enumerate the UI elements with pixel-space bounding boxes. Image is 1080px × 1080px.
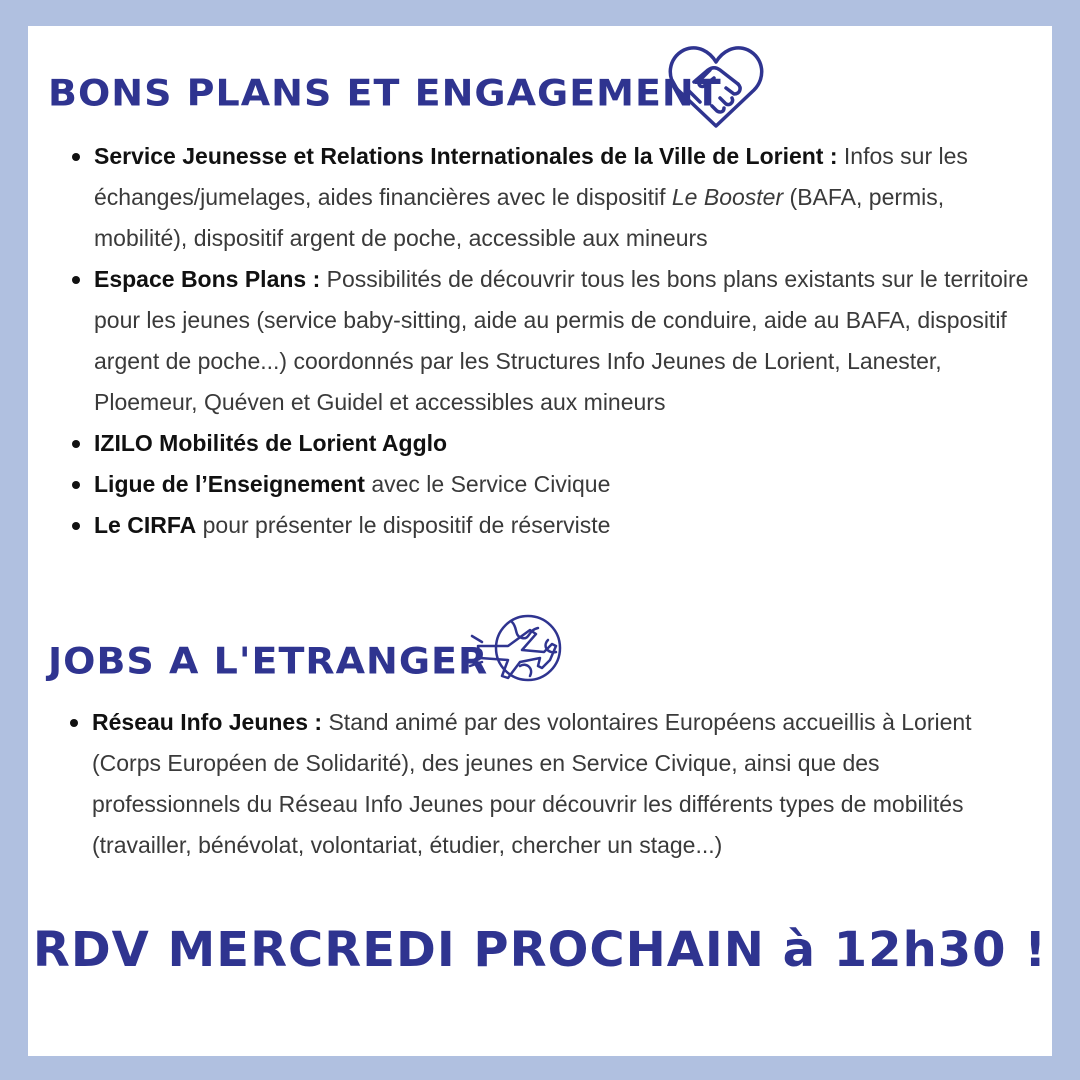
item-title: Le CIRFA [94,512,197,538]
item-title: Ligue de l’Enseignement [94,471,365,497]
item-text: Infos sur les échanges/jumelages, aides financières avec le dispositif [94,143,968,210]
flyer-card [28,26,1052,1056]
item-text: pour présenter le dispositif de réserviste [196,512,611,538]
item-title: Espace Bons Plans : [94,266,321,292]
item-title: IZILO Mobilités de Lorient Agglo [94,430,448,456]
item-title: Réseau Info Jeunes : [92,709,323,735]
item-text: avec le Service Civique [364,471,611,497]
jobs-etranger-list [92,702,1012,866]
event-call-to-action: RDV MERCREDI PROCHAIN à 12h30 ! [32,922,1048,978]
item-italic-text: Le Booster [671,184,784,210]
item-title: Service Jeunesse et Relations Internationales de la Ville de Lorient : [94,143,838,169]
list-item [94,464,1034,505]
section-title-bons-plans: BONS PLANS ET ENGAGEMENT [48,72,722,114]
section-title-jobs-etranger: JOBS A L'ETRANGER [48,640,489,682]
heart-handshake-icon [664,40,768,132]
item-text: (BAFA, permis, mobilité), dispositif argent de poche, accessible aux mineurs [94,184,945,251]
bons-plans-list [94,136,1034,546]
list-item [92,702,1012,866]
list-item [94,505,1034,546]
list-item [94,259,1034,423]
item-text: Stand animé par des volontaires Européens accueillis à Lorient (Corps Européen de Solidarité), des jeunes en Service Civique, ainsi que des professionnels du Réseau Info Jeunes pour découvrir les différents types de mobilités (travailler, bénévolat, volontariat, étudier, chercher un stage...) [92,709,972,858]
item-text: Possibilités de découvrir tous les bons plans existants sur le territoire pour les jeunes (service baby-sitting, aide au permis de conduire, aide au BAFA, dispositif argent de poche...) coordonnés par les Structures Info Jeunes de Lorient, Lanester, Ploemeur, Quéven et Guidel et accessibles aux mineurs [94,266,1029,415]
list-item [94,423,1034,464]
globe-airplane-icon [468,606,568,696]
list-item [94,136,1034,259]
